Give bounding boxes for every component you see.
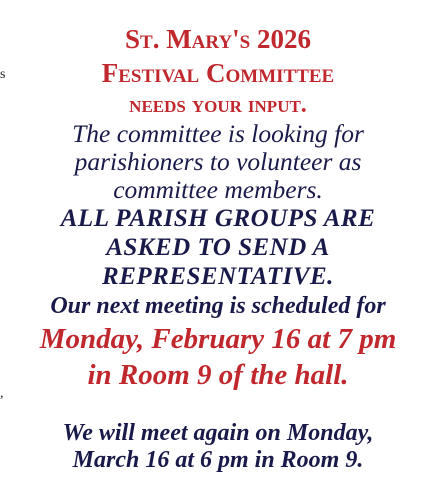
section-spacer	[0, 393, 436, 420]
followup-line-1: We will meet again on Monday,	[62, 420, 374, 446]
notice-body-line-1: The committee is looking for	[72, 119, 364, 148]
margin-mark-top: s	[0, 67, 6, 82]
notice-caps-line-3: REPRESENTATIVE.	[102, 263, 334, 290]
notice-title-line-1: St. Mary's 2026	[125, 24, 311, 54]
notice-body-line-3: committee members.	[113, 175, 323, 204]
meeting-place: in Room 9 of the hall.	[87, 359, 349, 391]
notice-caps-line-2: ASKED TO SEND A	[106, 234, 330, 261]
meeting-intro: Our next meeting is scheduled for	[50, 293, 386, 319]
meeting-date: Monday, February 16 at 7 pm	[39, 323, 397, 355]
notice-title-line-3: needs your input.	[129, 92, 307, 118]
followup-line-2: March 16 at 6 pm in Room 9.	[72, 447, 364, 473]
notice-caps-line-1: ALL PARISH GROUPS ARE	[60, 205, 376, 232]
notice-body-line-2: parishioners to volunteer as	[74, 147, 362, 176]
margin-mark-lower: ,	[0, 386, 4, 401]
festival-notice	[0, 22, 436, 474]
notice-title-line-2: Festival Committee	[101, 58, 335, 88]
